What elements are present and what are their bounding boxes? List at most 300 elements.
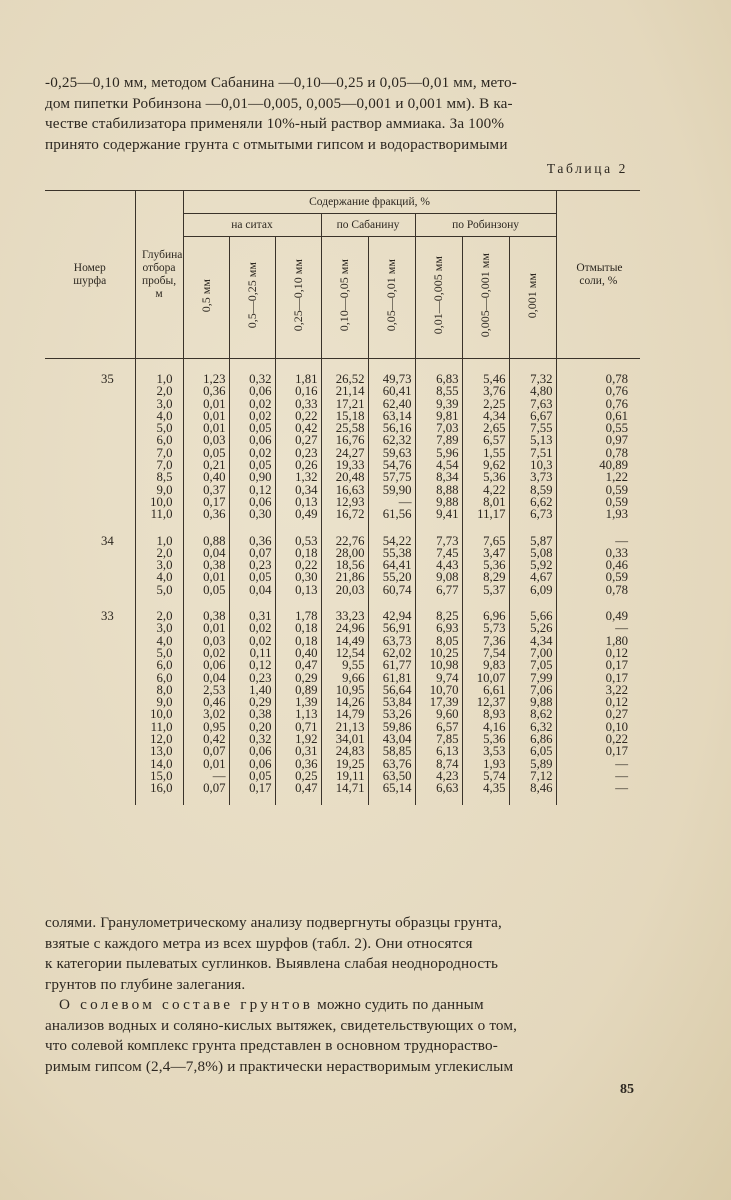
table-caption: Таблица 2	[546, 161, 628, 176]
fraction-column-cell	[275, 359, 321, 521]
fraction-label: 0,01—0,005 мм	[431, 256, 445, 335]
table-cell: 0,71	[295, 719, 318, 734]
table-cell: 5,87	[530, 533, 553, 548]
table-cell: 5,36	[483, 558, 506, 573]
table-cell: 34,01	[335, 732, 365, 747]
table-cell: 7,00	[530, 645, 553, 660]
table-cell: 6,05	[530, 744, 553, 759]
table-cell: 7,0	[156, 445, 173, 460]
fraction-column-cell	[415, 359, 462, 521]
table-cell: 0,05	[249, 768, 272, 783]
table-cell: 4,67	[530, 570, 553, 585]
table-cell: 1,55	[483, 445, 506, 460]
header-robinson: по Робинзону	[415, 214, 556, 237]
table-cell: 9,60	[436, 707, 459, 722]
table-cell: 4,80	[530, 384, 553, 399]
table-cell: 7,89	[436, 433, 459, 448]
spacer-cell	[45, 795, 135, 805]
table-cell: 21,86	[335, 570, 365, 585]
table-cell: 3,53	[483, 744, 506, 759]
table-cell: 5,13	[530, 433, 553, 448]
table-cell: 65,14	[382, 781, 412, 796]
header-fraction	[229, 237, 275, 359]
table-cell: 11,17	[477, 507, 506, 522]
table-cell: 10,07	[476, 670, 506, 685]
table-cell: 15,0	[150, 768, 173, 783]
table-cell: 9,88	[530, 695, 553, 710]
fraction-column-cell	[509, 359, 556, 521]
table-cell: 6,0	[156, 433, 173, 448]
table-row-group	[45, 359, 640, 521]
table-cell: 0,22	[295, 408, 318, 423]
table-cell: 0,78	[605, 372, 629, 386]
spacer-cell	[321, 795, 368, 805]
table-cell: 54,22	[382, 533, 412, 548]
table-cell: 0,17	[203, 494, 226, 509]
table-cell: 0,42	[295, 421, 318, 436]
table-cell: 6,0	[156, 670, 173, 685]
header-fraction	[275, 237, 321, 359]
table-cell: 4,0	[156, 633, 173, 648]
table-cell: 9,08	[436, 570, 459, 585]
table-cell: 8,01	[483, 494, 506, 509]
table-cell: 14,0	[150, 756, 173, 771]
table-cell: 10,3	[530, 458, 553, 473]
table-cell: 0,78	[605, 445, 629, 460]
table-cell: 5,92	[530, 558, 553, 573]
table-cell: 0,61	[605, 408, 629, 423]
paragraph-line: дом пипетки Робинзона —0,01—0,005, 0,005—0,001 и 0,001 мм). В ка-	[45, 94, 513, 112]
table-cell: —	[615, 768, 629, 783]
table-cell: 8,59	[530, 482, 553, 497]
table-cell: 8,62	[530, 707, 553, 722]
fraction-label: 0,10—0,05 мм	[337, 259, 351, 332]
paragraph-line: грунтов по глубине залегания.	[45, 975, 246, 993]
table-cell: 0,26	[295, 458, 318, 473]
fraction-column-cell	[229, 596, 275, 794]
table-cell: 0,12	[249, 658, 272, 673]
table-cell: 6,77	[436, 582, 459, 597]
table-cell: 8,93	[483, 707, 506, 722]
table-cell: 0,07	[203, 744, 226, 759]
table-cell: 0,05	[249, 570, 272, 585]
table-cell: 43,04	[382, 732, 412, 747]
table-cell: 63,76	[382, 756, 412, 771]
table-cell: 0,07	[203, 781, 226, 796]
table-cell: 62,40	[382, 396, 412, 411]
table-cell: 7,65	[483, 533, 506, 548]
well-number: 34	[101, 533, 114, 548]
table-cell: 1,0	[156, 533, 173, 548]
fraction-column-cell	[368, 521, 415, 596]
table-cell: 19,33	[335, 458, 365, 473]
table-cell: 0,02	[249, 396, 272, 411]
table-cell: 56,16	[382, 421, 412, 436]
paragraph-line: римым гипсом (2,4—7,8%) и практически нерастворимым углекислым	[45, 1057, 514, 1075]
table-cell: 20,03	[335, 582, 365, 597]
table-cell: 61,81	[382, 670, 412, 685]
table-cell: 8,5	[156, 470, 173, 485]
spaced-heading: О солевом составе грунтов	[59, 996, 314, 1013]
table-cell: 10,0	[150, 707, 173, 722]
table-cell: 12,54	[335, 645, 365, 660]
table-cell: 2,0	[156, 384, 173, 399]
table-cell: 0,40	[203, 470, 226, 485]
header-number	[45, 191, 135, 359]
table-cell: 0,40	[295, 645, 318, 660]
table-cell: 0,05	[203, 445, 226, 460]
table-cell: 62,02	[382, 645, 412, 660]
table-cell: 21,13	[335, 719, 365, 734]
table-cell: 0,01	[203, 570, 226, 585]
table-cell: 0,02	[249, 445, 272, 460]
table-cell: 19,11	[336, 768, 365, 783]
table-cell: 11,0	[150, 507, 173, 522]
table-spacer-row	[45, 795, 640, 805]
table-cell: 0,01	[203, 756, 226, 771]
table-cell: 0,12	[605, 645, 629, 660]
table-cell: 0,78	[605, 582, 629, 597]
table-cell: 6,86	[530, 732, 553, 747]
table-cell: 0,59	[605, 570, 629, 585]
table-cell: 53,84	[382, 695, 412, 710]
table-cell: 0,01	[203, 621, 226, 636]
spacer-cell	[462, 795, 509, 805]
table-cell: 1,93	[605, 507, 629, 522]
table-cell: 16,72	[335, 507, 365, 522]
table-cell: 9,88	[436, 494, 459, 509]
table-body	[45, 359, 640, 805]
table-cell: 8,05	[436, 633, 459, 648]
table-cell: 10,70	[429, 682, 459, 697]
table-cell: 9,62	[483, 458, 506, 473]
paragraph-line: принято содержание грунта с отмытыми гипсом и водорастворимыми	[45, 135, 508, 153]
paragraph-line	[45, 995, 640, 1016]
table-cell: 17,21	[335, 396, 365, 411]
table-cell: 7,51	[530, 445, 553, 460]
header-depth-text: Глубина отбора пробы, м	[142, 248, 183, 300]
table-cell: 6,67	[530, 408, 553, 423]
table-cell: 9,74	[436, 670, 459, 685]
fraction-column-cell	[368, 359, 415, 521]
page-number: 85	[620, 1082, 634, 1097]
table-cell: 1,92	[295, 732, 318, 747]
fraction-column-cell	[462, 521, 509, 596]
table-cell: 8,29	[483, 570, 506, 585]
table-cell: 60,74	[382, 582, 412, 597]
table-cell: —	[398, 494, 412, 509]
table-cell: 0,18	[295, 633, 318, 648]
header-fraction	[509, 237, 556, 359]
table-cell: 0,30	[295, 570, 318, 585]
table-cell: 0,18	[295, 545, 318, 560]
table-cell: 0,59	[605, 482, 629, 497]
table-cell: 25,58	[335, 421, 365, 436]
table-cell: 0,25	[295, 768, 318, 783]
fraction-column-cell	[229, 521, 275, 596]
table-cell: 0,17	[605, 744, 629, 759]
table-cell: —	[212, 768, 226, 783]
table-cell: 7,12	[530, 768, 553, 783]
table-cell: 5,36	[483, 470, 506, 485]
table-cell: 0,90	[249, 470, 272, 485]
table-row-group	[45, 596, 640, 794]
table-cell: 57,75	[382, 470, 412, 485]
fraction-column-cell	[462, 359, 509, 521]
spacer-cell	[556, 795, 640, 805]
table-cell: 9,0	[156, 695, 173, 710]
fraction-column-cell	[462, 596, 509, 794]
table-cell: 2,0	[156, 545, 173, 560]
table-cell: 21,14	[335, 384, 365, 399]
table-cell: 55,38	[382, 545, 412, 560]
table-cell: 0,06	[249, 384, 272, 399]
table-cell: 1,13	[295, 707, 318, 722]
table-cell: 2,0	[156, 609, 173, 624]
table-cell: 6,13	[436, 744, 459, 759]
table-cell: 9,41	[436, 507, 459, 522]
table-cell: 5,46	[483, 372, 506, 386]
table-cell: 55,20	[382, 570, 412, 585]
table-cell: 10,25	[429, 645, 459, 660]
table-cell: 9,0	[156, 482, 173, 497]
header-sieves: на ситах	[183, 214, 321, 237]
table-cell: 6,57	[436, 719, 459, 734]
data-table	[45, 190, 640, 805]
fraction-column-cell	[275, 596, 321, 794]
spacer-cell	[275, 795, 321, 805]
table-cell: 6,96	[483, 609, 506, 624]
table-cell: 0,29	[295, 670, 318, 685]
table-cell: 7,63	[530, 396, 553, 411]
table-cell: 9,55	[342, 658, 365, 673]
table-cell: 8,88	[436, 482, 459, 497]
fraction-column-cell	[183, 359, 229, 521]
table-cell: 3,22	[605, 682, 629, 697]
table-cell: 3,0	[156, 558, 173, 573]
fraction-label: 0,5—0,25 мм	[244, 262, 259, 329]
table-cell: 0,23	[249, 670, 272, 685]
table-cell: 59,63	[382, 445, 412, 460]
table-cell: 0,06	[249, 433, 272, 448]
table-cell: 0,23	[249, 558, 272, 573]
fraction-column-cell	[275, 521, 321, 596]
paragraph-line: солями. Гранулометрическому анализу подвергнуты образцы грунта,	[45, 914, 502, 931]
header-depth	[135, 191, 183, 359]
table-cell: 9,39	[436, 396, 459, 411]
table-cell: 5,36	[483, 732, 506, 747]
spacer-cell	[368, 795, 415, 805]
fraction-label: 0,005—0,001 мм	[478, 253, 492, 338]
table-cell: 0,12	[605, 695, 629, 710]
table-cell: 4,34	[530, 633, 553, 648]
table-cell: 7,03	[436, 421, 459, 436]
table-cell: 0,03	[203, 433, 226, 448]
table-cell: 0,95	[203, 719, 226, 734]
table-cell: 0,13	[295, 494, 318, 509]
table-cell: 0,46	[605, 558, 629, 573]
table-cell: 1,80	[605, 633, 629, 648]
table-cell: 12,37	[476, 695, 506, 710]
table-cell: 1,32	[295, 470, 318, 485]
table-cell: 5,0	[156, 645, 173, 660]
table-cell: 5,96	[436, 445, 459, 460]
fraction-label: 0,05—0,01 мм	[384, 259, 398, 332]
table-cell: —	[615, 621, 629, 636]
table-cell: 0,49	[295, 507, 318, 522]
table-cell: 5,26	[530, 621, 553, 636]
paragraph-line: -0,25—0,10 мм, методом Сабанина —0,10—0,25 и 0,05—0,01 мм, мето-	[45, 74, 517, 91]
table-cell: 0,01	[203, 408, 226, 423]
table-cell: 0,89	[295, 682, 318, 697]
table-cell: 0,22	[295, 558, 318, 573]
table-cell: 4,0	[156, 570, 173, 585]
table-cell: 0,17	[249, 781, 272, 796]
table-cell: 0,97	[605, 433, 629, 448]
table-cell: 0,06	[249, 744, 272, 759]
table-cell: 8,55	[436, 384, 459, 399]
table-cell: 10,98	[429, 658, 459, 673]
table-cell: 0,34	[295, 482, 318, 497]
header-salts	[556, 191, 640, 359]
table-cell: 20,48	[335, 470, 365, 485]
table-cell: 4,16	[483, 719, 506, 734]
table-cell: 8,74	[436, 756, 459, 771]
table-cell: 0,13	[295, 582, 318, 597]
table-cell: 4,43	[436, 558, 459, 573]
table-cell: 9,66	[342, 670, 365, 685]
table-cell: 3,47	[483, 545, 506, 560]
table-cell: 7,85	[436, 732, 459, 747]
table-cell: 7,55	[530, 421, 553, 436]
table-cell: 64,41	[382, 558, 412, 573]
table-cell: 10,95	[335, 682, 365, 697]
table-cell: 6,61	[483, 682, 506, 697]
header-fraction	[462, 237, 509, 359]
spacer-cell	[509, 795, 556, 805]
table-cell: 60,41	[382, 384, 412, 399]
header-fraction	[321, 237, 368, 359]
paragraph-line: что солевой комплекс грунта представлен в основном труднораство-	[45, 1037, 498, 1054]
table-cell: 0,76	[605, 384, 629, 399]
table-cell: 56,91	[382, 621, 412, 636]
table-cell: 0,47	[295, 658, 318, 673]
depth-column-cell	[135, 359, 183, 521]
table-cell: 0,12	[249, 482, 272, 497]
table-cell: 0,17	[605, 670, 629, 685]
table-cell: 0,06	[249, 756, 272, 771]
table-cell: 7,06	[530, 682, 553, 697]
table-cell: 0,05	[203, 582, 226, 597]
table-cell: 7,32	[530, 372, 553, 386]
spacer-cell	[229, 795, 275, 805]
table-cell: 0,17	[605, 658, 629, 673]
table-cell: 0,42	[203, 732, 226, 747]
header-sabanin: по Сабанину	[321, 214, 415, 237]
table-cell: 0,06	[203, 658, 226, 673]
fraction-column-cell	[321, 521, 368, 596]
table-cell: 24,27	[335, 445, 365, 460]
table-cell: 1,93	[483, 756, 506, 771]
table-cell: 0,04	[203, 545, 226, 560]
table-cell: 16,63	[335, 482, 365, 497]
table-cell: 10,0	[150, 494, 173, 509]
table-cell: 54,76	[382, 458, 412, 473]
table-cell: 6,93	[436, 621, 459, 636]
table-cell: 59,86	[382, 719, 412, 734]
table-cell: 0,04	[249, 582, 272, 597]
table-cell: 0,01	[203, 421, 226, 436]
table-cell: 0,38	[203, 558, 226, 573]
table-cell: 3,73	[530, 470, 553, 485]
header-number-text: Номер шурфа	[73, 261, 107, 287]
table-cell: 1,39	[295, 695, 318, 710]
table-cell: 0,04	[203, 670, 226, 685]
table-cell: 0,76	[605, 396, 629, 411]
table-cell: 0,20	[249, 719, 272, 734]
table-cell: 1,0	[156, 372, 173, 386]
table-cell: 63,50	[382, 768, 412, 783]
table-cell: 6,09	[530, 582, 553, 597]
table-cell: 0,01	[203, 396, 226, 411]
header-fraction	[183, 237, 229, 359]
table-cell: 0,59	[605, 494, 629, 509]
table-cell: 0,36	[203, 507, 226, 522]
table-cell: 8,34	[436, 470, 459, 485]
table-cell: 7,36	[483, 633, 506, 648]
table-cell: 0,16	[295, 384, 318, 399]
table-cell: 0,36	[203, 384, 226, 399]
table-cell: 14,26	[335, 695, 365, 710]
table-cell: 0,27	[295, 433, 318, 448]
table-cell: 0,18	[295, 621, 318, 636]
fraction-column-cell	[509, 521, 556, 596]
table-cell: 6,83	[436, 372, 459, 386]
table-cell: 4,34	[483, 408, 506, 423]
table-cell: 1,40	[249, 682, 272, 697]
table-cell: 5,74	[483, 768, 506, 783]
fraction-label: 0,5 мм	[198, 278, 213, 313]
table-cell: 0,33	[295, 396, 318, 411]
table-cell: 0,02	[249, 408, 272, 423]
table-cell: 0,29	[249, 695, 272, 710]
table-cell: 0,53	[295, 533, 318, 548]
table-cell: 0,33	[605, 545, 629, 560]
fraction-label: 0,001 мм	[525, 272, 540, 319]
fraction-column-cell	[183, 596, 229, 794]
table-cell: 5,0	[156, 421, 173, 436]
table-cell: 12,0	[150, 732, 173, 747]
table-cell: 0,36	[249, 533, 272, 548]
table-cell: 7,0	[156, 458, 173, 473]
header-fraction	[415, 237, 462, 359]
fraction-column-cell	[229, 359, 275, 521]
table-cell: 0,06	[249, 494, 272, 509]
table-cell: 40,89	[599, 458, 629, 473]
table-cell: 7,99	[530, 670, 553, 685]
table-cell: 0,38	[249, 707, 272, 722]
table-cell: 19,25	[335, 756, 365, 771]
table-cell: —	[615, 756, 629, 771]
table-cell: 5,08	[530, 545, 553, 560]
table-cell: 17,39	[429, 695, 459, 710]
table-cell: 0,10	[605, 719, 629, 734]
table-cell: 33,23	[335, 609, 365, 624]
table-cell: 4,35	[483, 781, 506, 796]
table-cell: 6,62	[530, 494, 553, 509]
table-cell: 0,31	[295, 744, 318, 759]
fraction-column-cell	[183, 521, 229, 596]
